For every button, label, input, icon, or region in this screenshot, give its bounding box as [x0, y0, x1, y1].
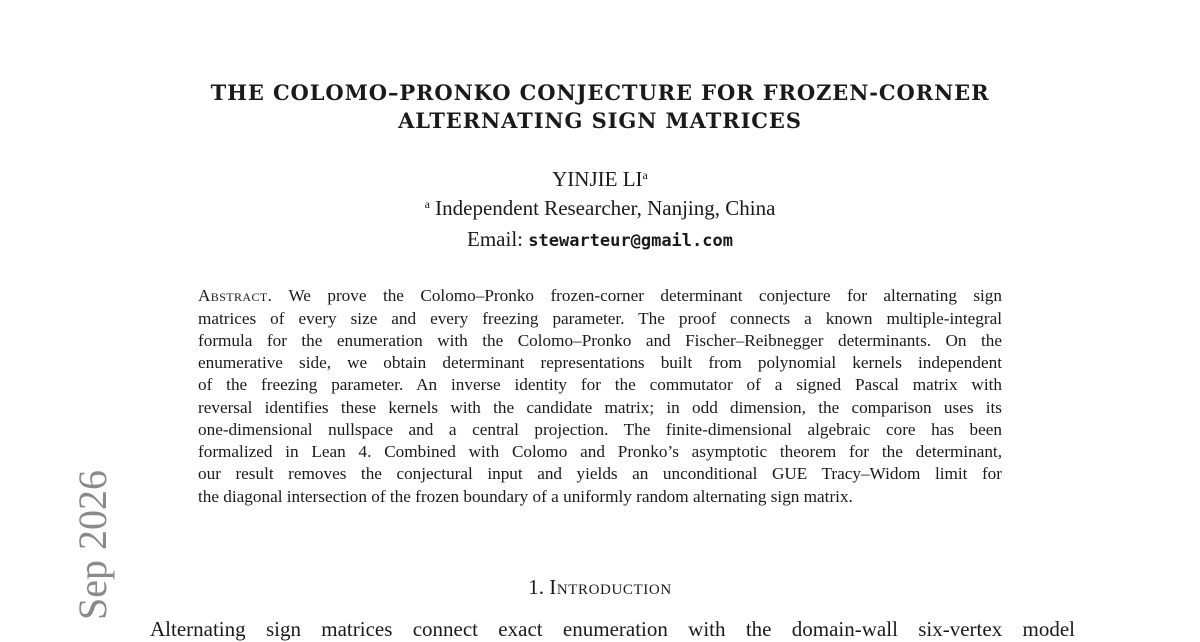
side-date-stamp-text: Sep 2026 [70, 470, 115, 620]
abstract-line-9: our result removes the conjectural input and yields an unconditional GUE Tracy–Widom limit for [198, 464, 1002, 483]
author-name [0, 167, 1200, 192]
email-label: Email: [467, 227, 529, 251]
email-address: stewarteur@gmail.com [528, 231, 733, 251]
author-name-text: YINJIE LI [552, 167, 643, 191]
abstract-heading: Abstract. [198, 286, 273, 305]
abstract-line-5: of the freezing parameter. An inverse identity for the commutator of a signed Pascal matrix with [198, 375, 1002, 394]
abstract-line-7: one-dimensional nullspace and a central projection. The finite-dimensional algebraic core has been [198, 420, 1002, 439]
affiliation-mark: a [424, 197, 430, 211]
abstract-line-4: enumerative side, we obtain determinant representations built from polynomial kernels independent [198, 353, 1002, 372]
abstract-line-1 [198, 285, 1002, 307]
body-first-line: Alternating sign matrices connect exact enumeration with the domain-wall six-vertex model [150, 617, 1075, 641]
author-affiliation [0, 196, 1200, 221]
abstract-line-3: formula for the enumeration with the Colomo–Pronko and Fischer–Reibnegger determinants. On the [198, 331, 1002, 350]
abstract-line-8: formalized in Lean 4. Combined with Colomo and Pronko’s asymptotic theorem for the determinant, [198, 442, 1002, 461]
side-date-stamp [8, 448, 128, 628]
paper-title-line-2: ALTERNATING SIGN MATRICES [398, 108, 802, 133]
section-heading [0, 575, 1200, 600]
affiliation-text: Independent Researcher, Nanjing, China [429, 196, 776, 220]
abstract-line-1-text: We prove the Colomo–Pronko frozen-corner determinant conjecture for alternating sign [272, 286, 1002, 305]
abstract-line-10: the diagonal intersection of the frozen boundary of a uniformly random alternating sign matrix. [198, 487, 853, 506]
abstract-line-2: matrices of every size and every freezing parameter. The proof connects a known multiple-integral [198, 309, 1002, 328]
paper-title-line-1: THE COLOMO–PRONKO CONJECTURE FOR FROZEN-CORNER [210, 80, 990, 105]
section-number: 1. [528, 575, 544, 599]
author-email [0, 227, 1200, 252]
section-title: Introduction [549, 575, 672, 599]
abstract-line-6: reversal identifies these kernels with the candidate matrix; in odd dimension, the comparison uses its [198, 398, 1002, 417]
author-affiliation-mark: a [642, 168, 648, 182]
